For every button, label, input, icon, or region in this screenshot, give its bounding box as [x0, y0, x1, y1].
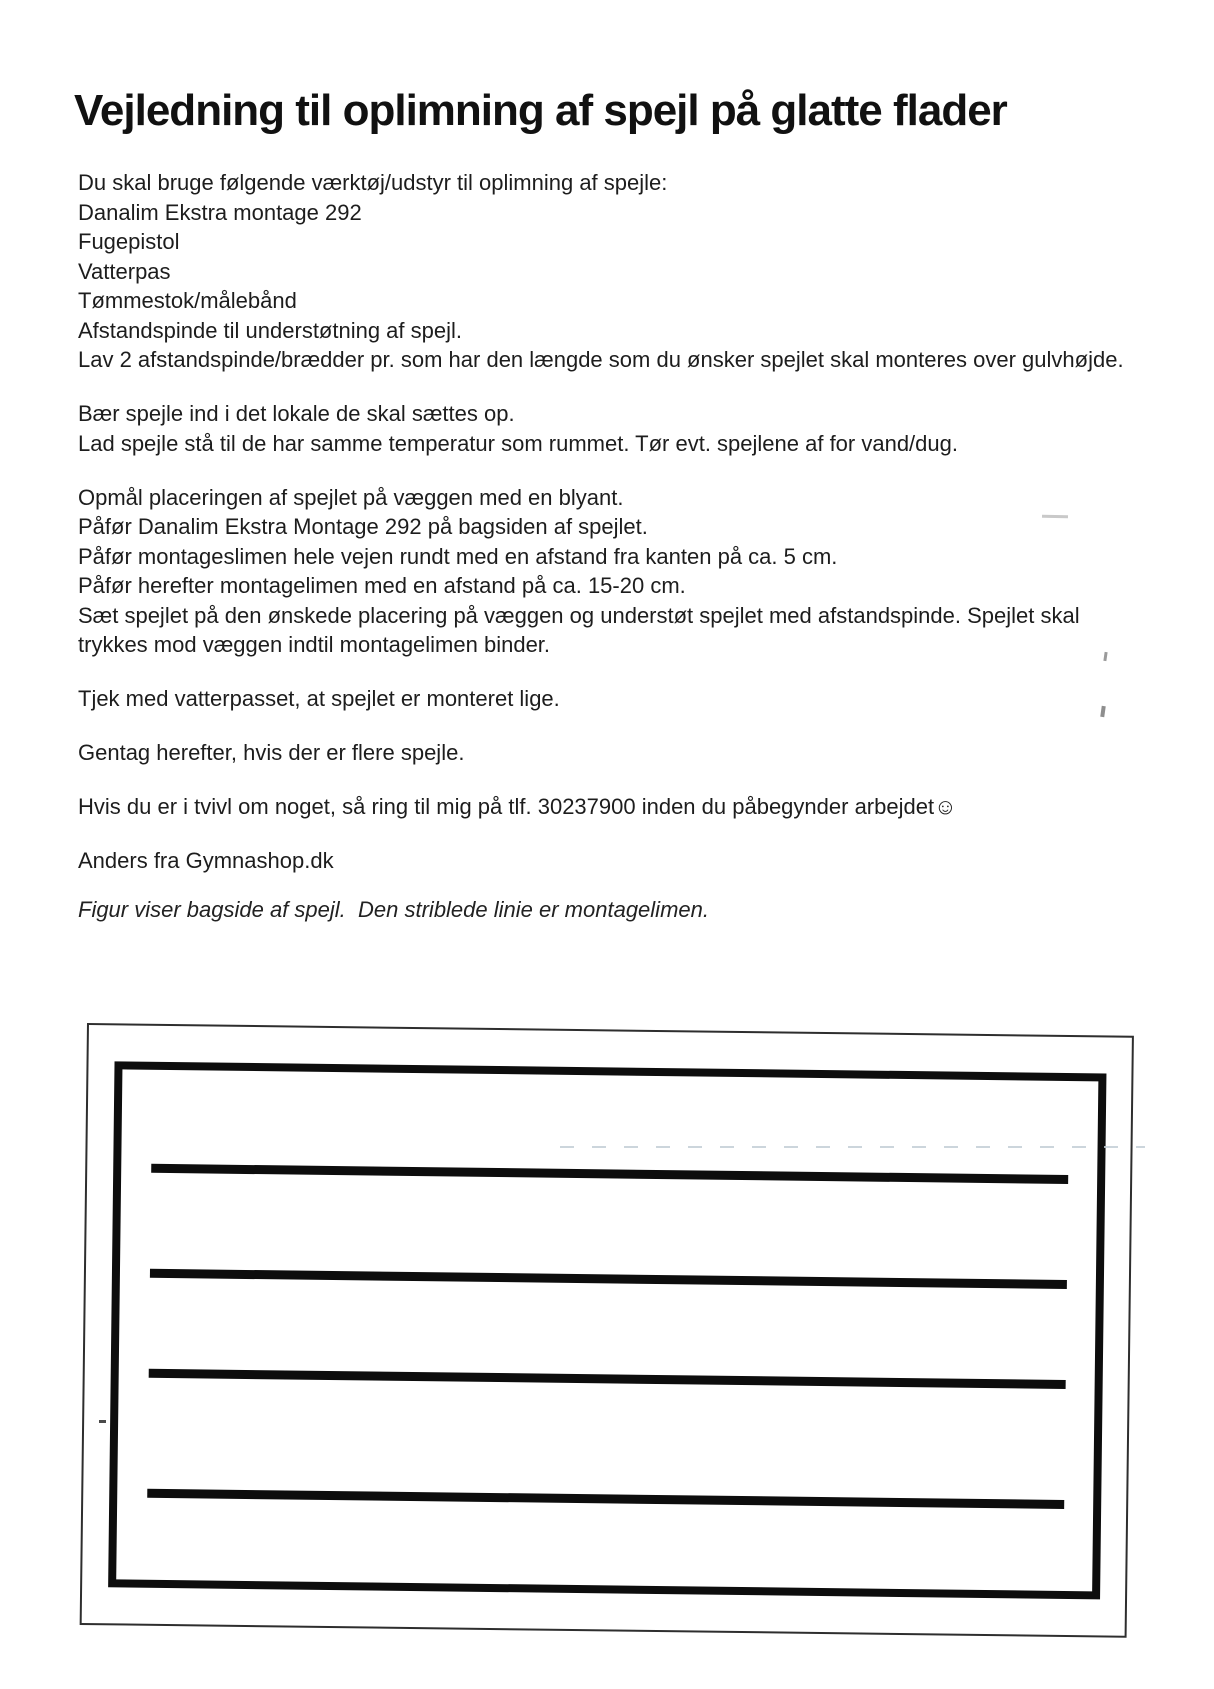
text-line: Lad spejle stå til de har samme temperatur som rummet. Tør evt. spejlene af for vand/dug. [78, 430, 958, 456]
text-line: Du skal bruge følgende værktøj/udstyr til oplimning af spejle: [78, 170, 668, 195]
text-line: Sæt spejlet på den ønskede placering på væggen og understøt spejlet med afstandspinde. Spejlet skal [78, 602, 1080, 628]
mirror-back-figure [80, 1023, 1134, 1638]
text-line: Bær spejle ind i det lokale de skal sættes op. [78, 401, 515, 426]
text-line: Vatterpas [78, 258, 171, 284]
paragraph [78, 684, 1188, 714]
scan-artifact [1042, 515, 1068, 518]
text-line: Gentag herefter, hvis der er flere spejle. [78, 740, 465, 765]
text-line: Danalim Ekstra montage 292 [78, 199, 362, 225]
text-line: Lav 2 afstandspinde/brædder pr. som har den længde som du ønsker spejlet skal monteres over gulvhøjde. [78, 347, 1124, 372]
text-line: Påfør montageslimen hele vejen rundt med en afstand fra kanten på ca. 5 cm. [78, 543, 838, 569]
text-line: Tjek med vatterpasset, at spejlet er monteret lige. [78, 686, 560, 711]
paragraph [78, 399, 1188, 458]
text-line: Opmål placeringen af spejlet på væggen med en blyant. [78, 484, 624, 510]
text-line: Påfør herefter montagelimen med en afstand på ca. 15-20 cm. [78, 573, 686, 598]
body-text [78, 168, 1188, 900]
text-line: Fugepistol [78, 229, 180, 254]
text-line: Afstandspinde til understøtning af spejl. [78, 317, 463, 343]
text-line: Tømmestok/målebånd [78, 288, 297, 313]
scan-artifact [560, 1146, 1145, 1148]
glue-perimeter-line [108, 1061, 1106, 1599]
text-line: Hvis du er i tvivl om noget, så ring til mig på tlf. 30237900 inden du påbegynder arbejdet☺ [78, 794, 957, 819]
text-line: Påfør Danalim Ekstra Montage 292 på bagsiden af spejlet. [78, 514, 648, 539]
paragraph [78, 846, 1188, 876]
paragraph [78, 168, 1188, 375]
scan-artifact [99, 1420, 106, 1423]
page-title: Vejledning til oplimning af spejl på glatte flader [74, 86, 1007, 135]
paragraph [78, 483, 1188, 660]
paragraph [78, 738, 1188, 768]
figure-caption: Figur viser bagside af spejl. Den striblede linie er montagelimen. [78, 897, 709, 922]
text-line: trykkes mod væggen indtil montagelimen binder. [78, 632, 551, 657]
text-line: Anders fra Gymnashop.dk [78, 848, 334, 873]
paragraph [78, 792, 1188, 822]
